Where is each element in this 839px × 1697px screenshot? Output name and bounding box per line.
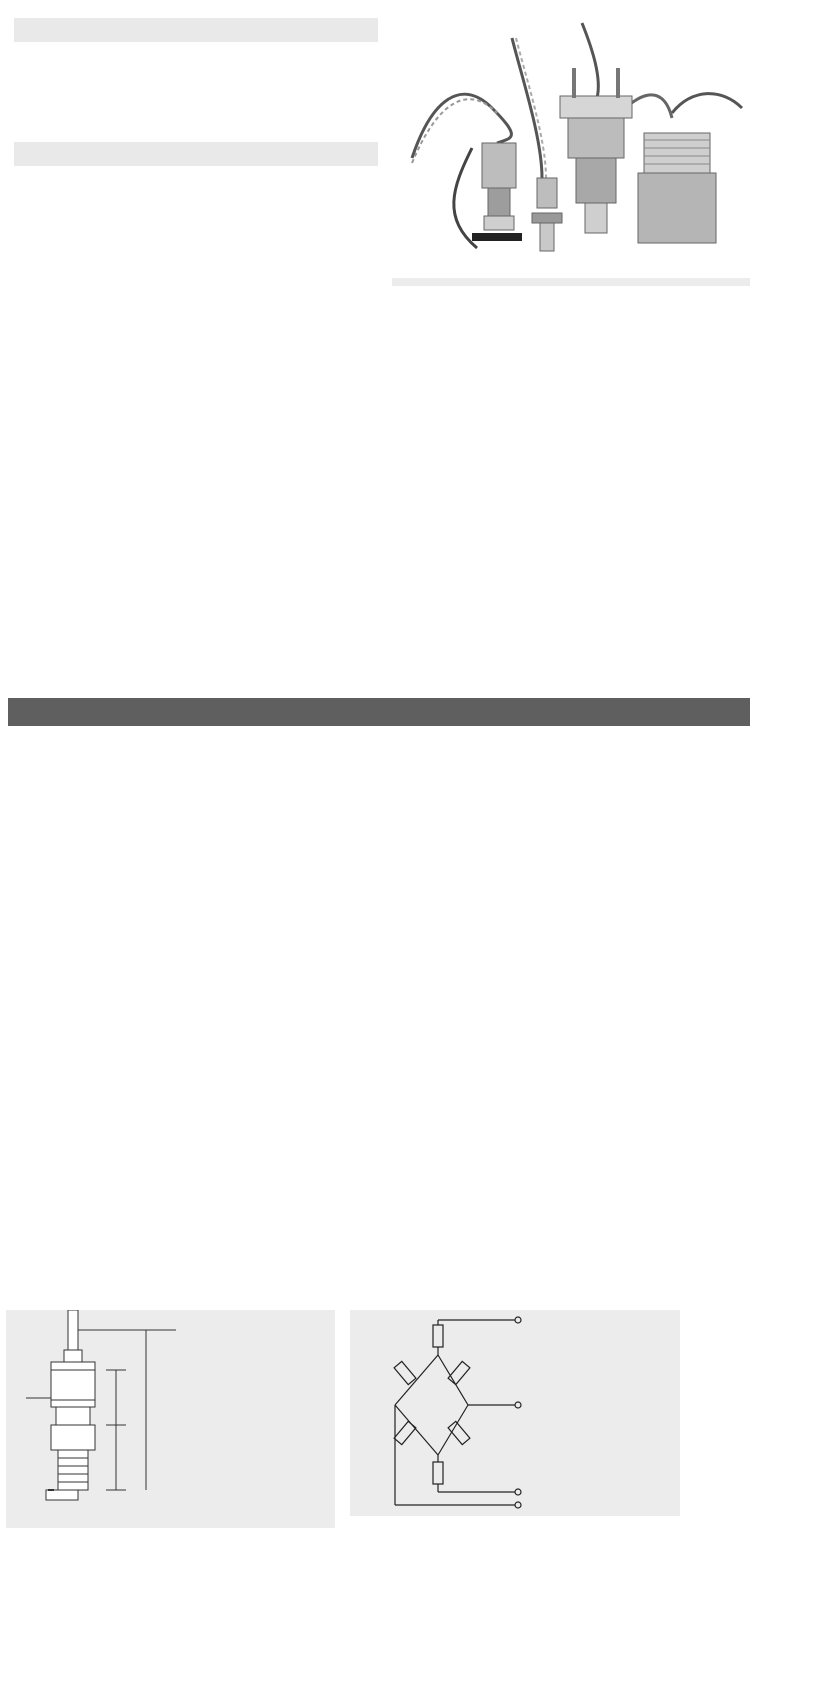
spec-table-header [8, 698, 750, 726]
spec-table [8, 0, 750, 1]
circuit-diagram [350, 1310, 680, 1516]
application-header [14, 18, 378, 42]
features-header [14, 142, 378, 166]
thread-label [48, 1489, 54, 1491]
product-photo [392, 18, 750, 273]
dimension-drawing [6, 1310, 335, 1528]
photo-caption [392, 278, 750, 286]
